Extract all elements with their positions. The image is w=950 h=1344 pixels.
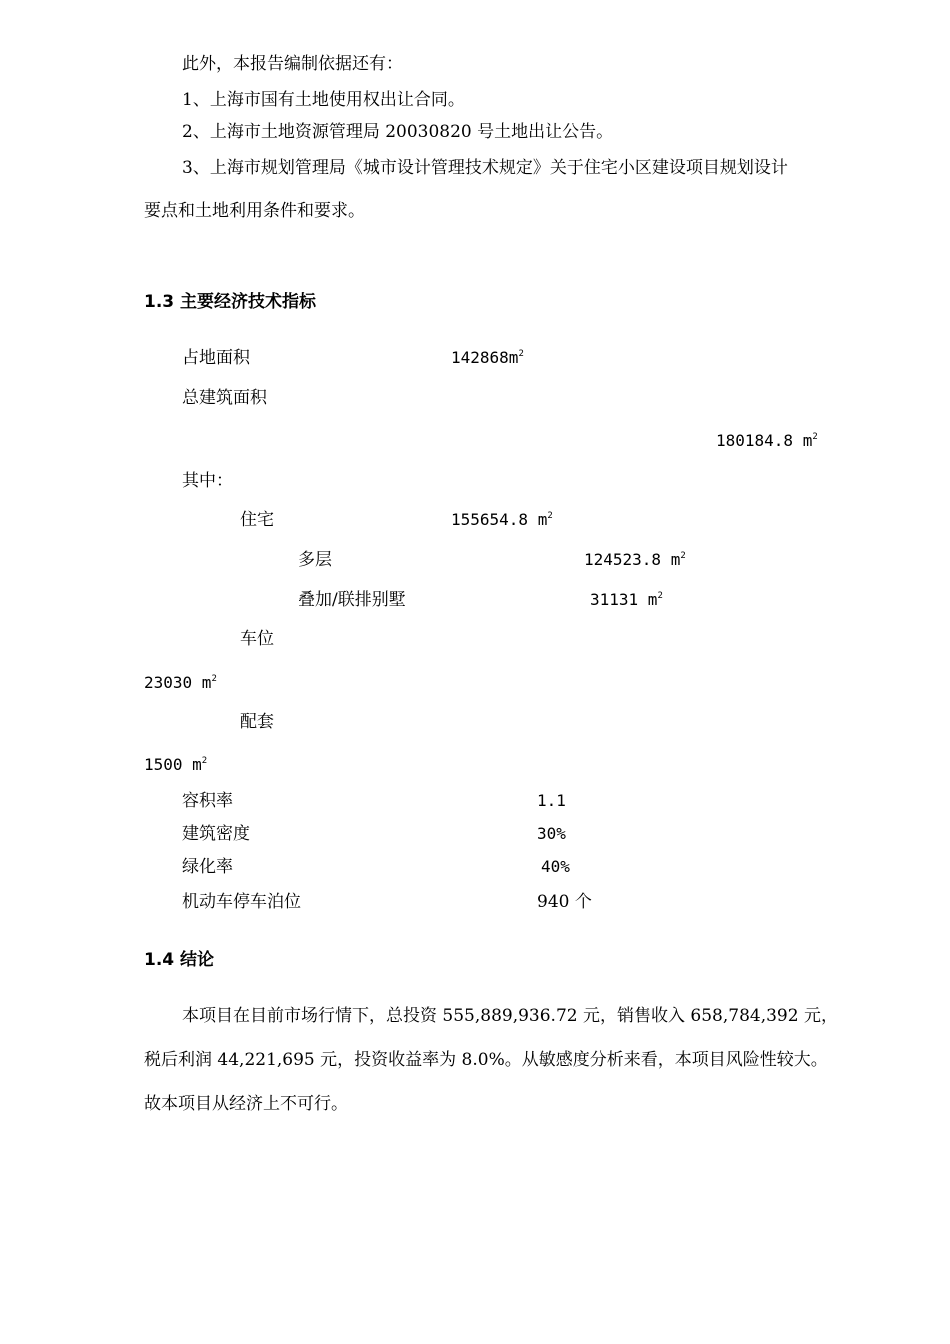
indicator-label-among: 其中： <box>182 471 233 491</box>
indicator-value-residential: 155654.8 $m^2$ <box>451 510 553 529</box>
indicator-label-total-floor-area: 总建筑面积 <box>182 388 267 408</box>
conclusion-line-1: 本项目在目前市场行情下，总投资 555,889,936.72 元，销售收入 658,784,392 元， <box>182 1006 838 1026</box>
indicator-value-parking-area: 23030 $m^2$ <box>144 673 217 692</box>
indicator-value-parking-spaces: 940 个 <box>537 892 592 912</box>
indicator-value-green-ratio: 40% <box>541 857 570 876</box>
basis-item-3-continued: 要点和土地利用条件和要求。 <box>144 201 365 221</box>
section-heading-1-3: 1.3 主要经济技术指标 <box>144 292 317 312</box>
indicator-label-plot-ratio: 容积率 <box>182 791 233 811</box>
basis-intro: 此外，本报告编制依据还有： <box>182 54 403 74</box>
conclusion-line-3: 故本项目从经济上不可行。 <box>144 1094 348 1114</box>
section-heading-1-4: 1.4 结论 <box>144 950 215 970</box>
basis-item-1: 1、上海市国有土地使用权出让合同。 <box>182 90 465 110</box>
indicator-value-facilities: 1500 $m^2$ <box>144 755 208 774</box>
indicator-label-villas: 叠加/联排别墅 <box>298 590 406 610</box>
basis-item-3: 3、上海市规划管理局《城市设计管理技术规定》关于住宅小区建设项目规划设计 <box>182 158 788 178</box>
indicator-label-land-area: 占地面积 <box>182 348 250 368</box>
indicator-value-multistorey: 124523.8 $m^2$ <box>584 550 686 569</box>
indicator-label-multistorey: 多层 <box>298 550 332 570</box>
indicator-label-facilities: 配套 <box>240 712 274 732</box>
conclusion-line-2: 税后利润 44,221,695 元，投资收益率为 8.0%。从敏感度分析来看，本项目风险性较大。 <box>144 1050 828 1070</box>
basis-item-2: 2、上海市土地资源管理局 20030820 号土地出让公告。 <box>182 122 614 142</box>
indicator-value-plot-ratio: 1.1 <box>537 791 566 810</box>
indicator-value-total-floor-area: 180184.8 $m^2$ <box>716 431 818 450</box>
indicator-label-residential: 住宅 <box>240 510 274 530</box>
indicator-label-parking-area: 车位 <box>240 629 274 649</box>
indicator-value-villas: 31131 $m^2$ <box>590 590 663 609</box>
indicator-label-building-density: 建筑密度 <box>182 824 250 844</box>
indicator-value-building-density: 30% <box>537 824 566 843</box>
indicator-label-green-ratio: 绿化率 <box>182 857 233 877</box>
indicator-value-land-area: $142868m^2$ <box>451 348 524 367</box>
indicator-label-parking-spaces: 机动车停车泊位 <box>182 892 301 912</box>
